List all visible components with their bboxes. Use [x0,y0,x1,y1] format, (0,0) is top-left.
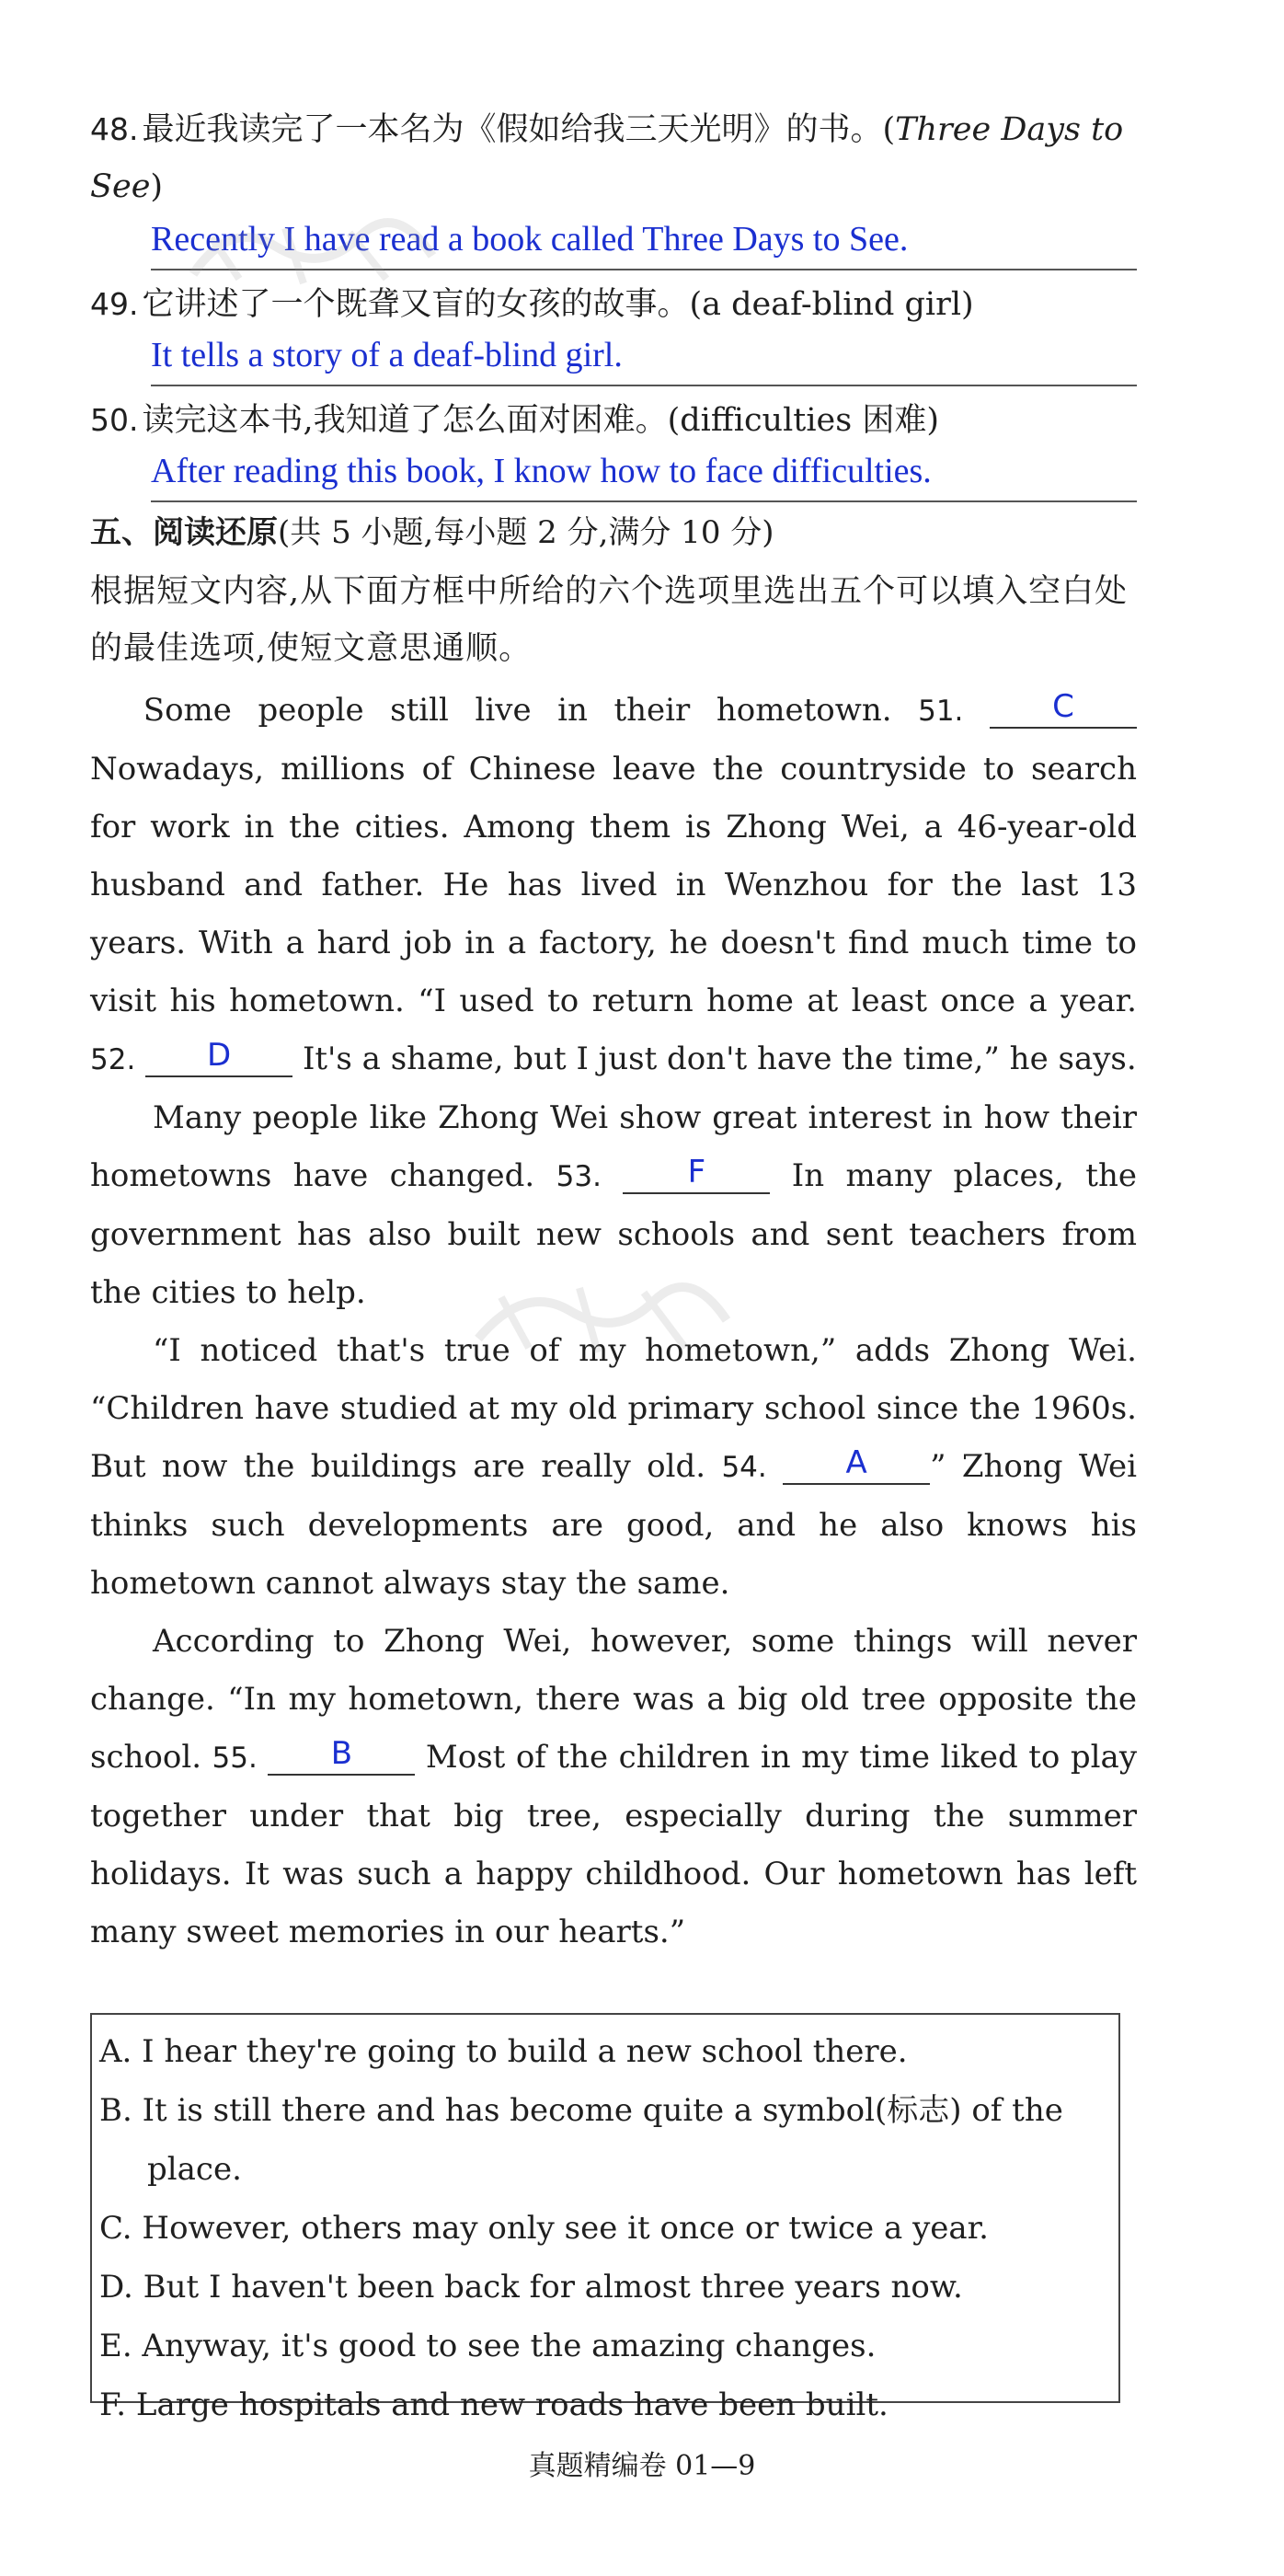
paragraph-4 [90,1613,1137,1961]
passage-text: In many places, the government has also built new schools and sent teachers from the cities to help. [90,1157,1137,1311]
page-footer: 真题精编卷 01—9 [528,2450,756,2482]
passage-text: Some people still live in their hometown. [143,692,892,729]
answer-49: It tells a story of a deaf-blind girl. [151,328,1137,386]
watermark-icon [175,210,441,293]
blank-number-55: 55. [212,1742,258,1775]
question-chinese: 读完这本书,我知道了怎么面对困难。 [142,402,668,439]
question-chinese: 最近我读完了一本名为《假如给我三天光明》的书。 [142,111,883,148]
section-subtitle: (共 5 小题,每小题 2 分,满分 10 分) [278,514,774,551]
option-e: E. Anyway, it's good to see the amazing changes. [99,2328,877,2364]
passage-text: It's a shame, but I just don't have the time,” he says. [302,1041,1137,1077]
options-box [90,2013,1120,2423]
paragraph-1 [90,682,1137,1089]
section-instruction: 根据短文内容,从下面方框中所给的六个选项里选出五个可以填入空白处的最佳选项,使短文意思通顺。 [90,573,1129,667]
passage-text: Nowadays, millions of Chinese leave the countryside to search for work in the cities. Among them is Zhong Wei, a 46-year-old husband and father. He has lived in Wenzhou for the last 13 years. With a hard job in a factory, he doesn't find much time to visit his hometown. “I used to return home at least once a year. [90,751,1137,1019]
blank-53-answer: F [623,1152,770,1194]
passage-text: Many people like Zhong Wei show great interest in how their hometowns have changed. [90,1099,1137,1194]
blank-52-answer: D [145,1035,292,1077]
passage-text: Most of the children in my time liked to play together under that big tree, especially during the summer holidays. It was such a happy childhood. Our hometown has left many sweet memories in our hearts.” [90,1739,1138,1950]
hint-text: Three Days to See [90,111,1124,205]
option-d: D. But I haven't been back for almost three years now. [99,2269,963,2306]
section-title [90,504,774,561]
watermark-icon [460,1270,736,1362]
option-b-continued: place. [147,2151,242,2188]
option-a: A. I hear they're going to build a new school there. [99,2033,908,2070]
blank-number-53: 53. [556,1160,602,1193]
answer-48: Recently I have read a book called Three Days to See. [151,212,1137,270]
section-title-text: 五、阅读还原 [90,514,278,551]
question-50 [90,392,1134,449]
question-chinese: 它讲述了一个既聋又盲的女孩的故事。 [142,286,690,323]
blank-number-52: 52. [90,1043,136,1076]
blank-number-51: 51. [918,695,964,728]
hint-text: (difficulties 困难) [667,402,939,439]
option-f: F. Large hospitals and new roads have been built. [99,2386,888,2423]
question-number: 49. [90,286,139,322]
blank-51-answer: C [990,686,1137,729]
passage-text: ” Zhong Wei thinks such developments are good, and he also knows his hometown cannot always stay the same. [90,1448,1137,1602]
passage-text: According to Zhong Wei, however, some things will never change. “In my hometown, there was a big old tree opposite the school. [90,1623,1137,1776]
answer-50: After reading this book, I know how to face difficulties. [151,443,1137,502]
hint-open-paren: ( [882,111,896,148]
question-48 [90,101,1134,215]
hint-close-paren: ) [150,168,164,205]
blank-54-answer: A [783,1443,930,1485]
blank-number-54: 54. [721,1451,767,1484]
option-b: B. It is still there and has become quite a symbol(标志) of the [99,2092,1063,2129]
question-number: 48. [90,111,139,147]
question-number: 50. [90,402,139,438]
option-c: C. However, others may only see it once or twice a year. [99,2210,989,2247]
blank-55-answer: B [268,1733,415,1776]
paragraph-3 [90,1322,1137,1613]
hint-text: (a deaf-blind girl) [689,286,974,323]
passage-text: “I noticed that's true of my hometown,” adds Zhong Wei. “Children have studied at my old primary school since the 1960s. But now the buildings are really old. [90,1332,1137,1485]
